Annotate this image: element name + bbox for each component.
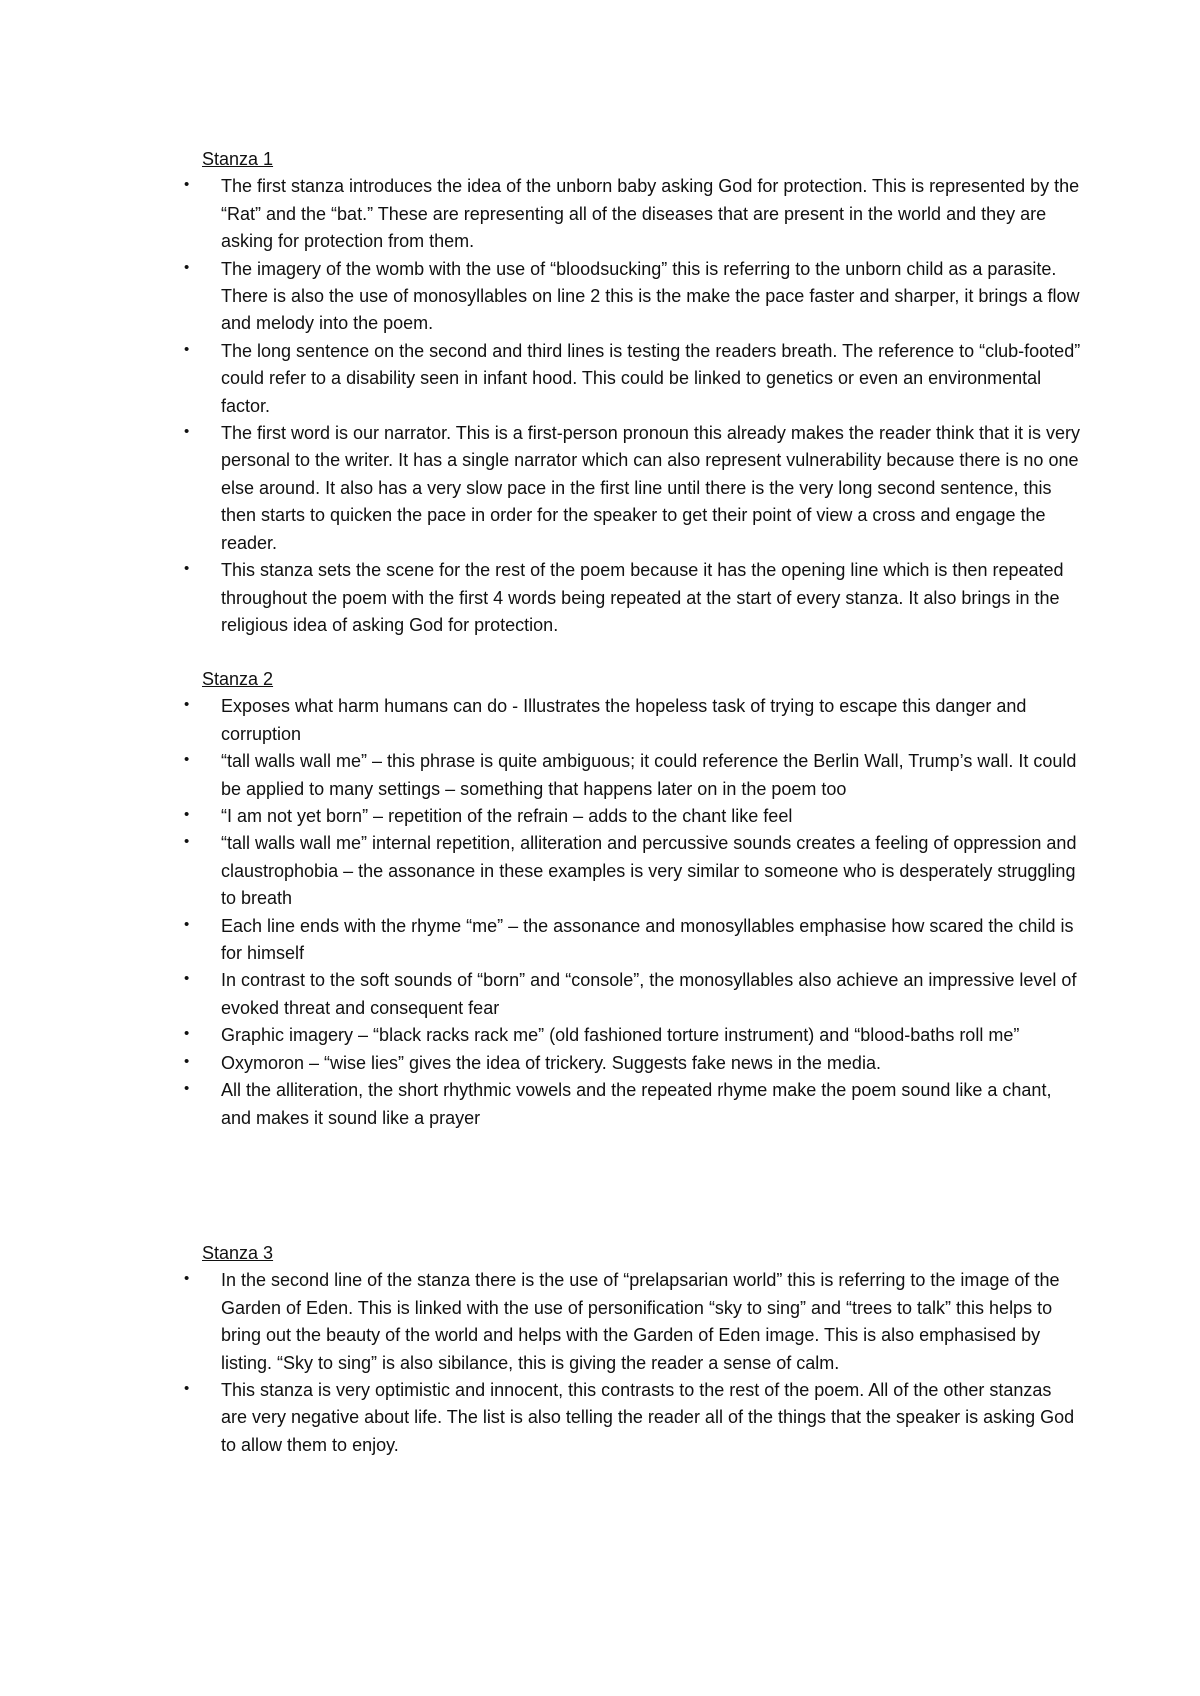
- bullet-text: This stanza is very optimistic and innocent, this contrasts to the rest of the poem. All of the other stanzas are very negative about life. The list is also telling the reader all of the things that the speaker is asking God to allow them to enjoy.: [221, 1380, 1075, 1455]
- stanza-3-section: [181, 1240, 1081, 1459]
- list-item: [181, 1077, 1081, 1132]
- bullet-icon: •: [184, 806, 190, 824]
- bullet-icon: •: [184, 560, 190, 578]
- list-item: [181, 256, 1081, 338]
- bullet-icon: •: [184, 833, 190, 851]
- bullet-icon: •: [184, 1270, 190, 1288]
- stanza-3-heading: Stanza 3: [202, 1243, 274, 1263]
- bullet-text: All the alliteration, the short rhythmic vowels and the repeated rhyme make the poem sound like a chant, and makes it sound like a prayer: [221, 1080, 1052, 1128]
- bullet-text: In contrast to the soft sounds of “born” and “console”, the monosyllables also achieve an impressive level of evoked threat and consequent fear: [221, 970, 1077, 1018]
- list-item: [181, 1267, 1081, 1377]
- list-item: [181, 830, 1081, 912]
- bullet-icon: •: [184, 258, 190, 276]
- bullet-text: Exposes what harm humans can do - Illustrates the hopeless task of trying to escape this danger and corruption: [221, 696, 1027, 744]
- bullet-text: This stanza sets the scene for the rest of the poem because it has the opening line which is then repeated throughout the poem with the first 4 words being repeated at the start of every stanza. It also brings in the religious idea of asking God for protection.: [221, 560, 1064, 635]
- list-item: [181, 1022, 1081, 1049]
- bullet-icon: •: [184, 1380, 190, 1398]
- bullet-text: The first word is our narrator. This is a first-person pronoun this already makes the reader think that it is very personal to the writer. It has a single narrator which can also represent vulnerability because there is no one else around. It also has a very slow pace in the first line until there is the very long second sentence, this then starts to quicken the pace in order for the speaker to get their point of view a cross and engage the reader.: [221, 423, 1081, 553]
- bullet-icon: •: [184, 696, 190, 714]
- list-item: [181, 557, 1081, 639]
- stanza-1-heading: Stanza 1: [202, 149, 274, 169]
- list-item: [181, 913, 1081, 968]
- list-item: [181, 338, 1081, 420]
- bullet-icon: •: [184, 1080, 190, 1098]
- stanza-3-bullet-list: [181, 1267, 1081, 1459]
- bullet-icon: •: [184, 423, 190, 441]
- stanza-1-bullet-list: [181, 173, 1081, 639]
- list-item: [181, 967, 1081, 1022]
- bullet-icon: •: [184, 1025, 190, 1043]
- bullet-icon: •: [184, 340, 190, 358]
- bullet-text: The imagery of the womb with the use of “bloodsucking” this is referring to the unborn child as a parasite. There is also the use of monosyllables on line 2 this is the make the pace faster and sharper, it brings a flow and melody into the poem.: [221, 258, 1080, 334]
- stanza-1-section: [181, 146, 1081, 639]
- bullet-text: The first stanza introduces the idea of the unborn baby asking God for protection. This is represented by the “Rat” and the “bat.” These are representing all of the diseases that are present in the world and they are asking for protection from them.: [221, 176, 1080, 252]
- bullet-text: Each line ends with the rhyme “me” – the assonance and monosyllables emphasise how scared the child is for himself: [221, 915, 1074, 964]
- stanza-2-section: [181, 666, 1081, 1132]
- bullet-text: The long sentence on the second and third lines is testing the readers breath. The reference to “club-footed” could refer to a disability seen in infant hood. This could be linked to genetics or even an environmental factor.: [221, 340, 1081, 416]
- bullet-icon: •: [184, 1052, 190, 1070]
- list-item: [181, 1377, 1081, 1459]
- list-item: [181, 420, 1081, 557]
- bullet-icon: •: [184, 176, 190, 194]
- list-item: [181, 693, 1081, 748]
- bullet-text: Oxymoron – “wise lies” gives the idea of trickery. Suggests fake news in the media.: [221, 1052, 881, 1073]
- list-item: [181, 173, 1081, 255]
- list-item: [181, 748, 1081, 803]
- bullet-text: “I am not yet born” – repetition of the refrain – adds to the chant like feel: [221, 806, 793, 827]
- bullet-text: Graphic imagery – “black racks rack me” (old fashioned torture instrument) and “blood-baths roll me”: [221, 1025, 1020, 1046]
- bullet-icon: •: [184, 751, 190, 769]
- list-item: [181, 1050, 1081, 1077]
- stanza-2-heading: Stanza 2: [202, 669, 274, 689]
- list-item: [181, 803, 1081, 830]
- bullet-text: In the second line of the stanza there is the use of “prelapsarian world” this is referring to the image of the Garden of Eden. This is linked with the use of personification “sky to sing” and “trees to talk” this helps to bring out the beauty of the world and helps with the Garden of Eden image. This is also emphasised by listing. “Sky to sing” is also sibilance, this is giving the reader a sense of calm.: [221, 1270, 1060, 1373]
- bullet-text: “tall walls wall me” internal repetition, alliteration and percussive sounds creates a feeling of oppression and claustrophobia – the assonance in these examples is very similar to someone who is desperately struggling to breath: [221, 833, 1077, 909]
- bullet-text: “tall walls wall me” – this phrase is quite ambiguous; it could reference the Berlin Wall, Trump’s wall. It could be applied to many settings – something that happens later on in the poem too: [221, 751, 1077, 799]
- bullet-icon: •: [184, 915, 190, 933]
- bullet-icon: •: [184, 970, 190, 988]
- stanza-2-bullet-list: [181, 693, 1081, 1132]
